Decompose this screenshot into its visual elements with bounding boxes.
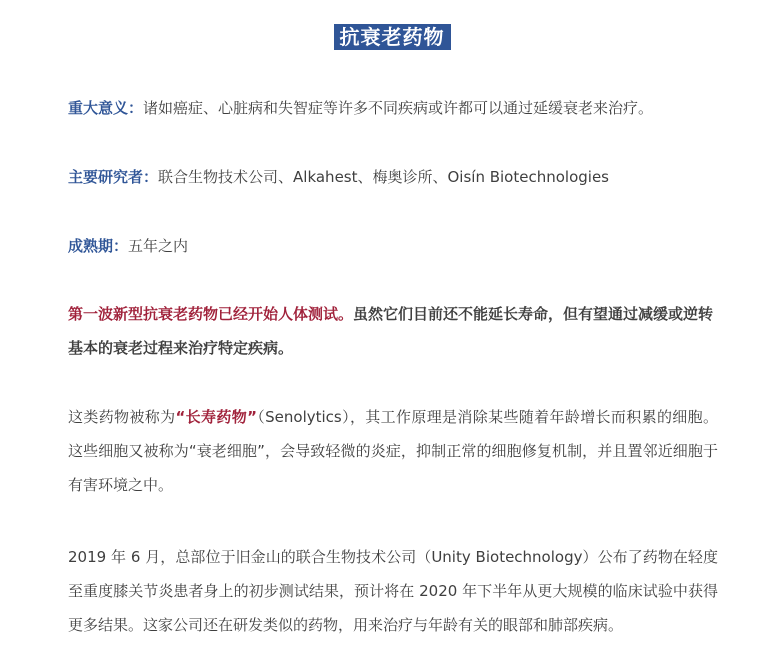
highlight-red-text: 第一波新型抗衰老药物已经开始人体测试。 [68, 305, 354, 323]
paragraph1-after: （Senolytics），其工作原理是消除某些随着年龄增长而积累的细胞。这些细胞又被称为“衰老细胞”，会导致轻微的炎症，抑制正常的细胞修复机制，并且置邻近细胞于有害环境之中。 [68, 408, 719, 494]
title-container [0, 24, 784, 50]
paragraph1-emphasis: “长寿药物” [175, 408, 257, 426]
researchers-line [68, 167, 609, 187]
researchers-value: 联合生物技术公司、Alkahest、梅奥诊所、Oisín Biotechnologies [158, 168, 609, 186]
paragraph2-text: 2019 年 6 月，总部位于旧金山的联合生物技术公司（Unity Biotechnology）公布了药物在轻度至重度膝关节炎患者身上的初步测试结果，预计将在 2020 年下半年从更大规模的临床试验中获得更多结果。这家公司还在研发类似的药物，用来治疗与年龄有关的眼部和肺部疾病。 [68, 548, 718, 634]
article-title: 抗衰老药物 [334, 24, 451, 50]
senolytics-paragraph [68, 400, 718, 502]
maturity-label: 成熟期： [68, 237, 129, 255]
maturity-line [68, 236, 188, 256]
unity-paragraph [68, 540, 718, 642]
researchers-label: 主要研究者： [68, 168, 159, 186]
highlight-rest-text: 虽然它们目前还不能延长寿命，但有望通过减缓或逆转基本的衰老过程来治疗特定疾病。 [68, 305, 714, 357]
paragraph1-before: 这类药物被称为 [68, 408, 176, 426]
maturity-value: 五年之内 [128, 237, 189, 255]
significance-label: 重大意义： [68, 99, 144, 117]
significance-value: 诸如癌症、心脏病和失智症等许多不同疾病或许都可以通过延缓衰老来治疗。 [143, 99, 654, 117]
significance-line [68, 98, 653, 118]
highlight-paragraph [68, 297, 718, 365]
